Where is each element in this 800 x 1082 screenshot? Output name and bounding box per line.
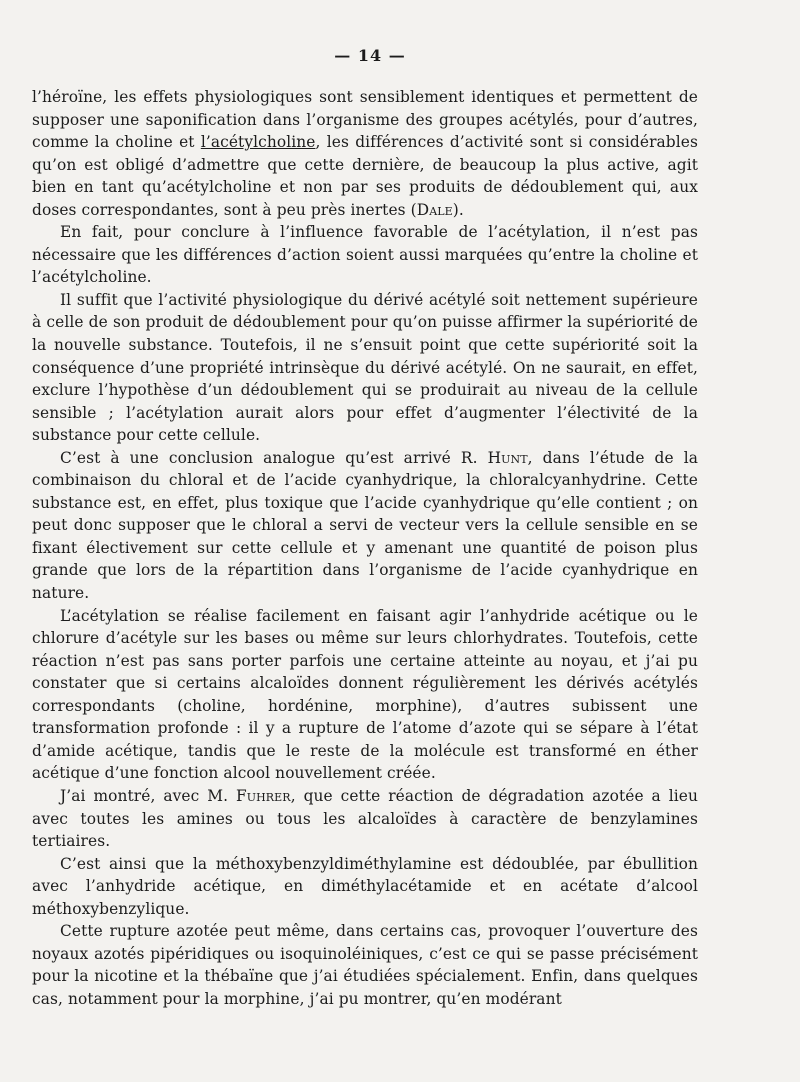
text-segment: L’acétylation se réalise facilement en faisant agir l’anhydride acétique ou le chlorure d’acétyle sur les bases ou même sur leurs chlorhydrates. Toutefois, cette réaction n’est pas sans porter parfois une certaine atteinte au noyau, et j’ai pu constater que si certains alcaloïdes donnent régulièrement les dérivés acétylés correspondants (choline, hordénine, morphine), d’autres subissent une transformation profonde : il y a rupture de l’atome d’azote qui se sépare à l’état d’amide acétique, tandis que le reste de la molécule est transformé en éther acétique d’une fonction alcool nouvellement créée. (32, 606, 698, 783)
body-text (32, 86, 698, 1010)
text-segment: Cette rupture azotée peut même, dans certains cas, provoquer l’ouverture des noyaux azotés pipéridiques ou isoquinoléiniques, c’est ce qui se passe précisément pour la nicotine et la thébaïne que j’ai étudiées spécialement. Enfin, dans quelques cas, notamment pour la morphine, j’ai pu montrer, qu’en modérant (32, 922, 698, 1008)
text-segment: J’ai montré, avec M. (60, 786, 236, 805)
paragraph (32, 920, 698, 1010)
author-name: Hunt (487, 448, 528, 467)
text-segment: l’héroïne, les effets physiologiques sont sensiblement identiques et permettent de supposer une saponification dans l’organisme des groupes acétylés, pour d’autres, comme la choline et (32, 88, 698, 152)
text-segment: Il suffit que l’activité physiologique du dérivé acétylé soit nettement supérieure à celle de son produit de dédoublement pour qu’on puisse affirmer la supériorité de la nouvelle substance. Toutefois, il ne s’ensuit point que cette supériorité soit la conséquence d’une propriété intrinsèque du dérivé acétylé. On ne saurait, en effet, exclure l’hypothèse d’un dédoublement qui se produirait au niveau de la cellule sensible ; l’acétylation aurait alors pour effet d’augmenter l’électivité de la substance pour cette cellule. (32, 290, 698, 445)
text-segment: , que cette réaction de dégradation azotée a lieu avec toutes les amines ou tous les alcaloïdes à caractère de benzylamines tertiaires. (32, 786, 698, 851)
text-segment: ). (452, 200, 464, 219)
text-segment: , dans l’étude de la combinaison du chloral et de l’acide cyanhydrique, la chloralcyanhydrine. Cette substance est, en effet, plus toxique que l’acide cyanhydrique qu’elle contient ; on peut donc supposer que le chloral a servi de vecteur vers la cellule sensible en se fixant électivement sur cette cellule et y amenant une quantité de poison plus grande que lors de la répartition dans l’organisme de l’acide cyanhydrique en nature. (32, 448, 698, 603)
paragraph (32, 447, 698, 605)
paragraph (32, 86, 698, 221)
paragraph (32, 221, 698, 289)
author-name: Dale (416, 200, 453, 219)
paragraph (32, 853, 698, 921)
paragraph (32, 785, 698, 853)
paragraph (32, 605, 698, 785)
page-number: — 14 — (334, 46, 406, 65)
text-segment: C’est à une conclusion analogue qu’est arrivé R. (60, 448, 488, 467)
text-segment: , les différences d’activité sont si considérables qu’on est obligé d’admettre que cette dernière, de beaucoup la plus active, agit bien en tant qu’acétylcholine et non par ses produits de dédoublement qui, aux doses correspondantes, sont à peu près inertes ( (32, 133, 698, 219)
text-segment: C’est ainsi que la méthoxybenzyldiméthylamine est dédoublée, par ébullition avec l’anhydride acétique, en diméthylacétamide et en acétate d’alcool méthoxybenzylique. (32, 854, 698, 918)
author-name: Fuhrer (235, 786, 291, 805)
paragraph (32, 289, 698, 447)
underlined-term: l’acétylcholine (200, 133, 316, 152)
text-segment: En fait, pour conclure à l’influence favorable de l’acétylation, il n’est pas nécessaire que les différences d’action soient aussi marquées qu’entre la choline et l’acétylcholine. (32, 223, 698, 287)
